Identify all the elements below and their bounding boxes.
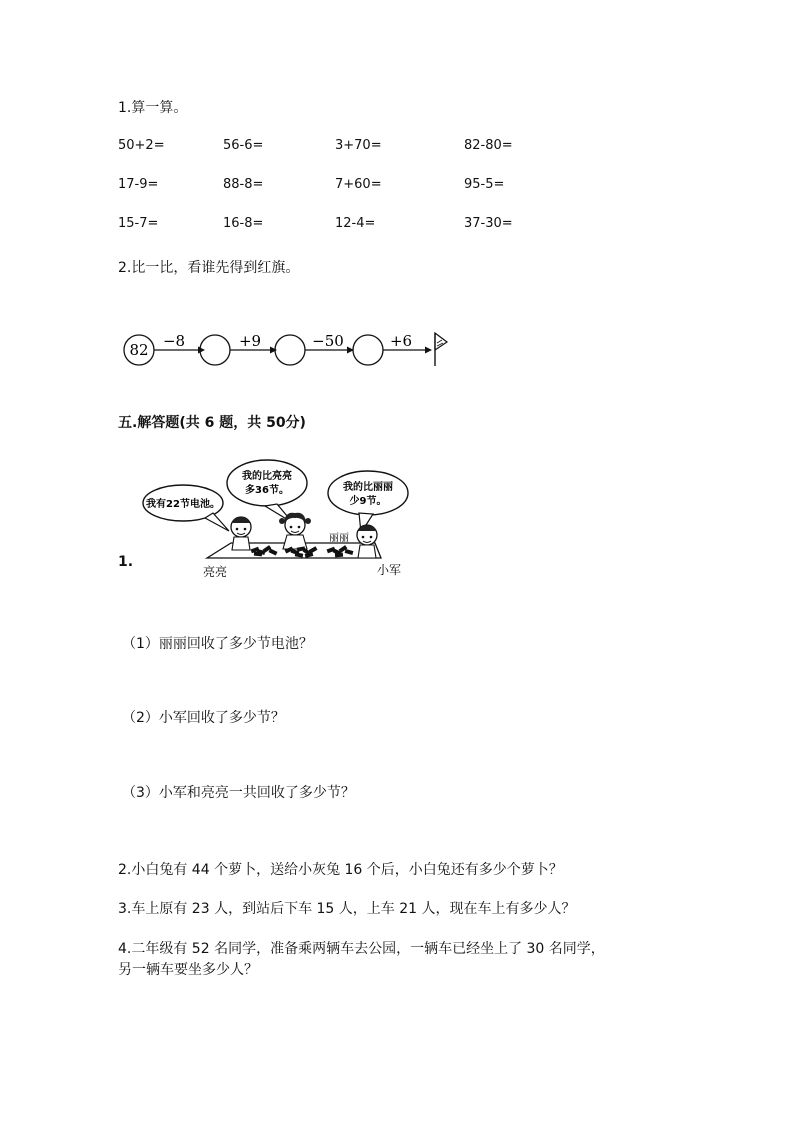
operation-chain	[118, 318, 458, 374]
calc-item: 7+60=	[335, 177, 382, 192]
bubble-text: 我的比丽丽	[343, 482, 393, 493]
question-1-number: 1.	[118, 554, 134, 570]
calc-item: 17-9=	[118, 177, 159, 192]
subquestion: （3）小军和亮亮一共回收了多少节？	[122, 785, 355, 801]
calc-item: 3+70=	[335, 138, 382, 153]
question-4-line-2: 另一辆车要坐多少人？	[118, 962, 258, 978]
answer-section-heading: 五.解答题(共 6 题，共 50分)	[118, 415, 306, 431]
calc-item: 37-30=	[464, 216, 513, 231]
name-label-liangliang: 亮亮	[203, 565, 228, 579]
calc-item: 50+2=	[118, 138, 165, 153]
subquestion: （2）小军回收了多少节？	[122, 710, 285, 726]
bubble-text: 多36节。	[245, 485, 289, 496]
flag-icon	[435, 333, 447, 366]
answer-blank-circle[interactable]	[275, 335, 305, 365]
calc-item: 82-80=	[464, 138, 513, 153]
arrow-head	[270, 347, 277, 354]
question-2: 2.小白兔有 44 个萝卜，送给小灰兔 16 个后，小白兔还有多少个萝卜？	[118, 862, 563, 878]
battery-recycling-illustration	[135, 455, 420, 583]
question-4-line-1: 4.二年级有 52 名同学，准备乘两辆车去公园，一辆车已经坐上了 30 名同学，	[118, 941, 605, 957]
calc-item: 95-5=	[464, 177, 505, 192]
arrow-head	[425, 347, 432, 354]
operation-label: +9	[238, 332, 262, 350]
calc-item: 15-7=	[118, 216, 159, 231]
compare-section-title: 2.比一比，看谁先得到红旗。	[118, 260, 300, 276]
child-xiaojun	[357, 525, 377, 558]
answer-blank-circle[interactable]	[353, 335, 383, 365]
calc-section-title: 1.算一算。	[118, 100, 188, 116]
bubble-text: 我有22节电池。	[146, 499, 220, 510]
operation-label: −8	[162, 332, 186, 350]
question-3: 3.车上原有 23 人，到站后下车 15 人，上车 21 人，现在车上有多少人？	[118, 901, 576, 917]
calc-item: 88-8=	[223, 177, 264, 192]
name-label-lili: 丽丽	[329, 533, 349, 544]
calc-item: 16-8=	[223, 216, 264, 231]
operation-label: +6	[389, 332, 413, 350]
calc-item: 56-6=	[223, 138, 264, 153]
bubble-text: 少9节。	[349, 496, 387, 507]
speech-bubble-xiaojun	[328, 471, 408, 533]
operation-label: −50	[312, 332, 344, 350]
bubble-text: 我的比亮亮	[242, 471, 292, 482]
arrow-head	[198, 347, 205, 354]
child-liangliang	[231, 517, 251, 550]
speech-bubble-liangliang	[143, 485, 229, 531]
name-label-xiaojun: 小军	[377, 563, 402, 577]
calc-item: 12-4=	[335, 216, 376, 231]
subquestion: （1）丽丽回收了多少节电池？	[122, 636, 313, 652]
start-value: 82	[129, 341, 149, 359]
